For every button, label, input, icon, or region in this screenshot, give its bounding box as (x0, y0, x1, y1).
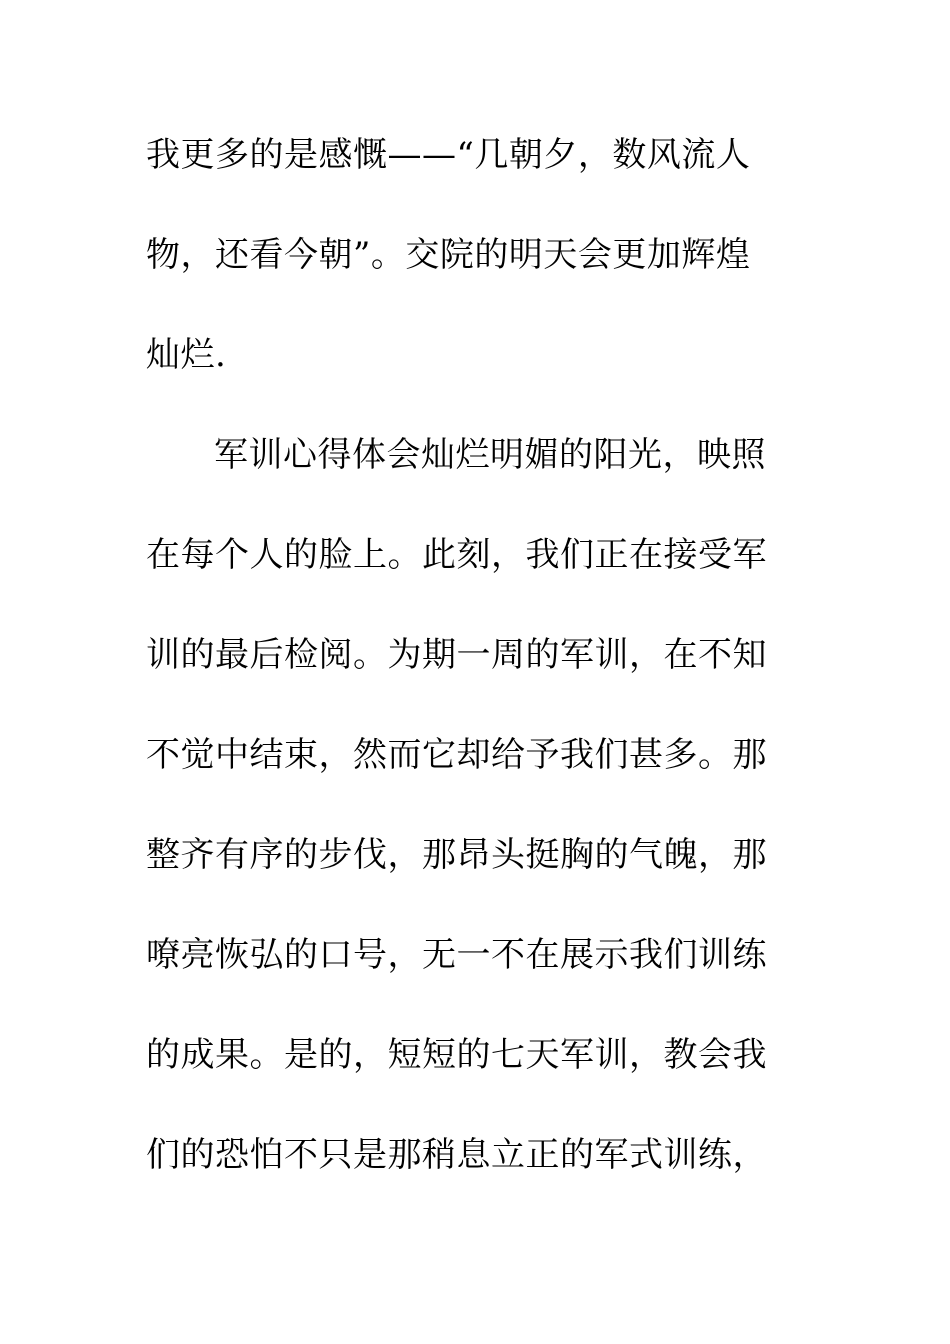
text-line: 嘹亮恢弘的口号，无一不在展示我们训练 (146, 935, 767, 975)
text-line: 灿烂. (146, 335, 227, 375)
paragraph-1 (146, 124, 786, 424)
paragraph-2 (146, 424, 786, 1224)
text-line: 物，还看今朝”。交院的明天会更加辉煌 (146, 235, 751, 275)
text-line: 军训心得体会灿烂明媚的阳光，映照 (214, 435, 766, 475)
text-line: 在每个人的脸上。此刻，我们正在接受军 (146, 535, 767, 575)
text-line: 的成果。是的，短短的七天军训，教会我 (146, 1035, 767, 1075)
text-line: 整齐有序的步伐，那昂头挺胸的气魄，那 (146, 835, 767, 875)
text-line: 训的最后检阅。为期一周的军训，在不知 (146, 635, 767, 675)
text-line: 们的恐怕不只是那稍息立正的军式训练， (146, 1135, 767, 1175)
document-body (146, 124, 786, 1224)
text-line: 我更多的是感慨——“几朝夕，数风流人 (146, 135, 751, 175)
text-line: 不觉中结束，然而它却给予我们甚多。那 (146, 735, 767, 775)
